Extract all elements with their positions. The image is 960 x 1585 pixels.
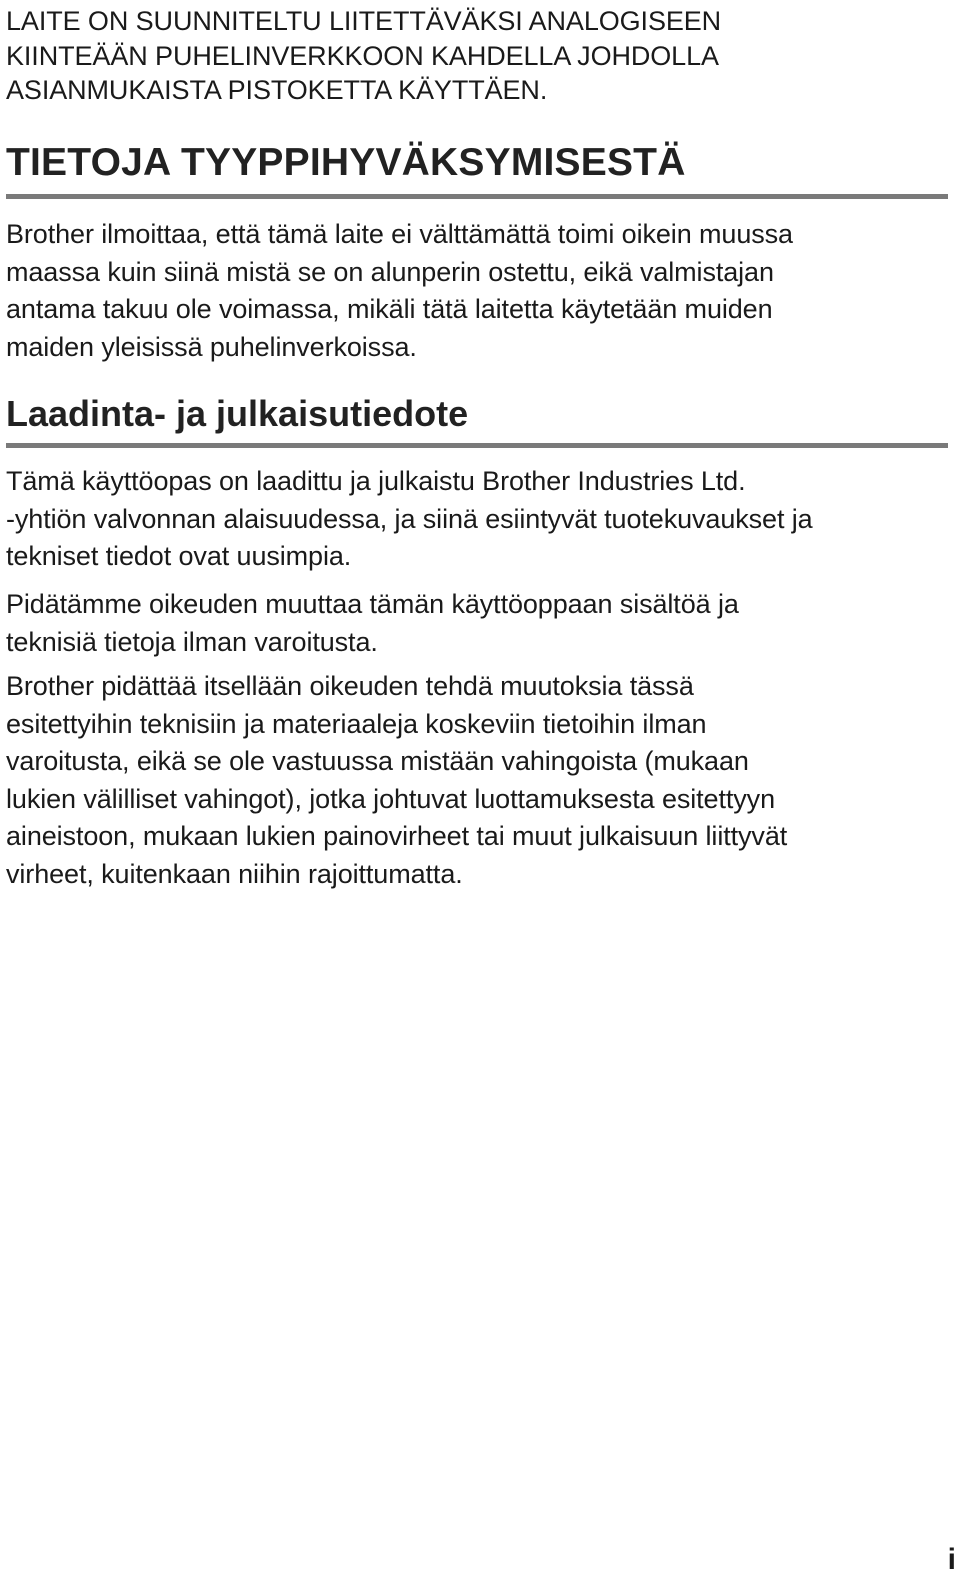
paragraph-line: esitettyihin teknisiin ja materiaaleja koskeviin tietoihin ilman [6, 708, 707, 739]
paragraph-line: varoitusta, eikä se ole vastuussa mistään vahingoista (mukaan [6, 746, 749, 776]
publication-heading: Laadinta- ja julkaisutiedote [6, 393, 469, 434]
paragraph-line: antama takuu ole voimassa, mikäli tätä laitetta käytetään muiden [6, 294, 773, 324]
section-divider [6, 443, 948, 448]
section-divider [6, 194, 948, 199]
paragraph-line: -yhtiön valvonnan alaisuudessa, ja siinä esiintyvät tuotekuvaukset ja [6, 503, 813, 534]
type-approval-paragraph [6, 216, 946, 366]
paragraph-line: lukien välilliset vahingot), jotka johtuvat luottamuksesta esitettyyn [6, 783, 775, 814]
paragraph-line: tekniset tiedot ovat uusimpia. [6, 541, 352, 571]
paragraph-line: maassa kuin siinä mistä se on alunperin ostettu, eikä valmistajan [6, 256, 774, 287]
publication-paragraph-1 [6, 463, 946, 576]
connection-notice-line: ASIANMUKAISTA PISTOKETTA KÄYTTÄEN. [6, 75, 548, 105]
type-approval-heading: TIETOJA TYYPPIHYVÄKSYMISESTÄ [6, 141, 686, 184]
page-number: i [947, 1543, 956, 1576]
paragraph-line: Tämä käyttöopas on laadittu ja julkaistu Brother Industries Ltd. [6, 466, 746, 496]
connection-notice [6, 4, 946, 108]
paragraph-line: maiden yleisissä puhelinverkoissa. [6, 331, 417, 362]
paragraph-line: teknisiä tietoja ilman varoitusta. [6, 626, 378, 657]
connection-notice-line: LAITE ON SUUNNITELTU LIITETTÄVÄKSI ANALOGISEEN [6, 6, 722, 36]
publication-paragraph-2 [6, 586, 946, 661]
paragraph-line: Brother pidättää itsellään oikeuden tehdä muutoksia tässä [6, 671, 694, 701]
paragraph-line: Brother ilmoittaa, että tämä laite ei välttämättä toimi oikein muussa [6, 219, 793, 249]
publication-paragraph-3 [6, 668, 946, 893]
connection-notice-line: KIINTEÄÄN PUHELINVERKKOON KAHDELLA JOHDOLLA [6, 40, 719, 71]
paragraph-line: virheet, kuitenkaan niihin rajoittumatta. [6, 858, 463, 889]
paragraph-line: aineistoon, mukaan lukien painovirheet tai muut julkaisuun liittyvät [6, 821, 788, 851]
paragraph-line: Pidätämme oikeuden muuttaa tämän käyttöoppaan sisältöä ja [6, 589, 739, 619]
